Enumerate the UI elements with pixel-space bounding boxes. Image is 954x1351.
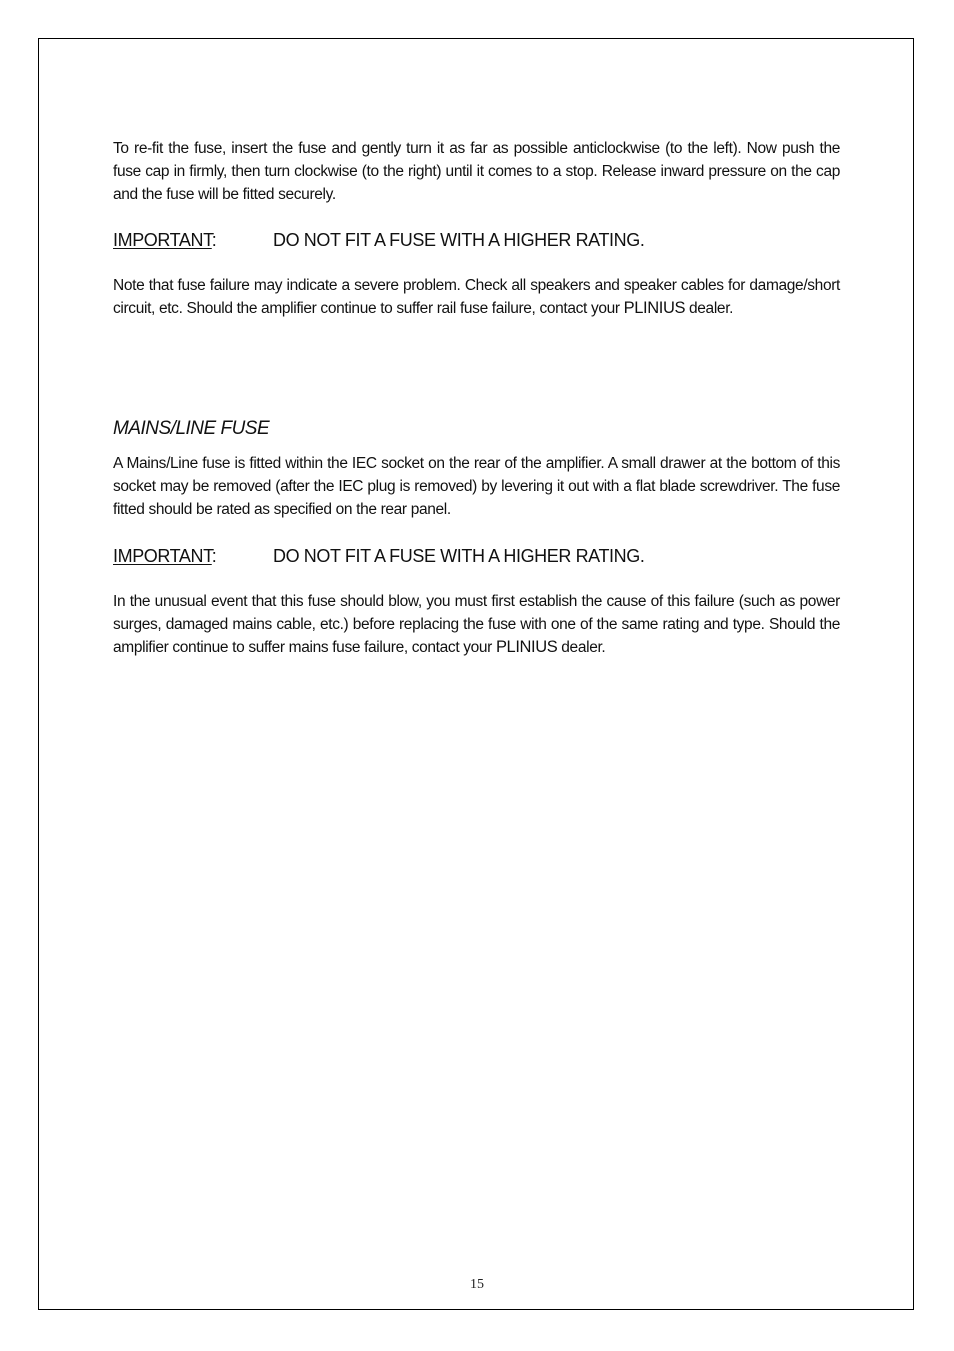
- page-number: 15: [470, 1277, 484, 1292]
- important-notice-2: [113, 544, 840, 568]
- note-text-after: dealer.: [685, 300, 734, 317]
- unusual-event-paragraph: [113, 590, 840, 659]
- brand-name: PLINIUS: [623, 299, 686, 317]
- important-label-1: [113, 228, 273, 252]
- important-label-text-2: IMPORTANT: [113, 546, 212, 566]
- important-colon-2: :: [211, 546, 217, 566]
- unusual-text-before: In the unusual event that this fuse should blow, you must first establish the cause of this failure (such as power surges, damaged mains cable, etc.) before replacing the fuse with one of the same rating and type. Should the amplifier continue to suffer mains fuse failure, contact your: [113, 593, 840, 656]
- brand-name: PLINIUS: [495, 638, 558, 656]
- refit-paragraph: [113, 137, 840, 206]
- mains-text: A Mains/Line fuse is fitted within the IEC socket on the rear of the amplifier. A small drawer at the bottom of this socket may be removed (after the IEC plug is removed) by levering it out with a flat blade screwdriver. The fuse fitted should be rated as specified on the rear panel.: [113, 455, 840, 518]
- important-colon-1: :: [211, 230, 217, 250]
- important-message-2: DO NOT FIT A FUSE WITH A HIGHER RATING.: [273, 546, 645, 566]
- important-label-2: [113, 544, 273, 568]
- unusual-text: [113, 590, 840, 659]
- mains-paragraph: [113, 452, 840, 521]
- important-message-1: DO NOT FIT A FUSE WITH A HIGHER RATING.: [273, 230, 645, 250]
- note-text: [113, 274, 840, 320]
- refit-text: To re-fit the fuse, insert the fuse and gently turn it as far as possible anticlockwise (to the left). Now push the fuse cap in firmly, then turn clockwise (to the right) until it comes to a stop. Release inward pressure on the cap and the fuse will be fitted securely.: [113, 140, 840, 203]
- note-text-before: Note that fuse failure may indicate a severe problem. Check all speakers and speaker cables for damage/short circuit, etc. Should the amplifier continue to suffer rail fuse failure, contact your: [113, 277, 840, 317]
- unusual-text-after: dealer.: [557, 639, 606, 656]
- important-label-text-1: IMPORTANT: [113, 230, 212, 250]
- note-paragraph: [113, 274, 840, 320]
- important-notice-1: [113, 228, 840, 252]
- mains-line-fuse-heading: MAINS/LINE FUSE: [113, 418, 270, 439]
